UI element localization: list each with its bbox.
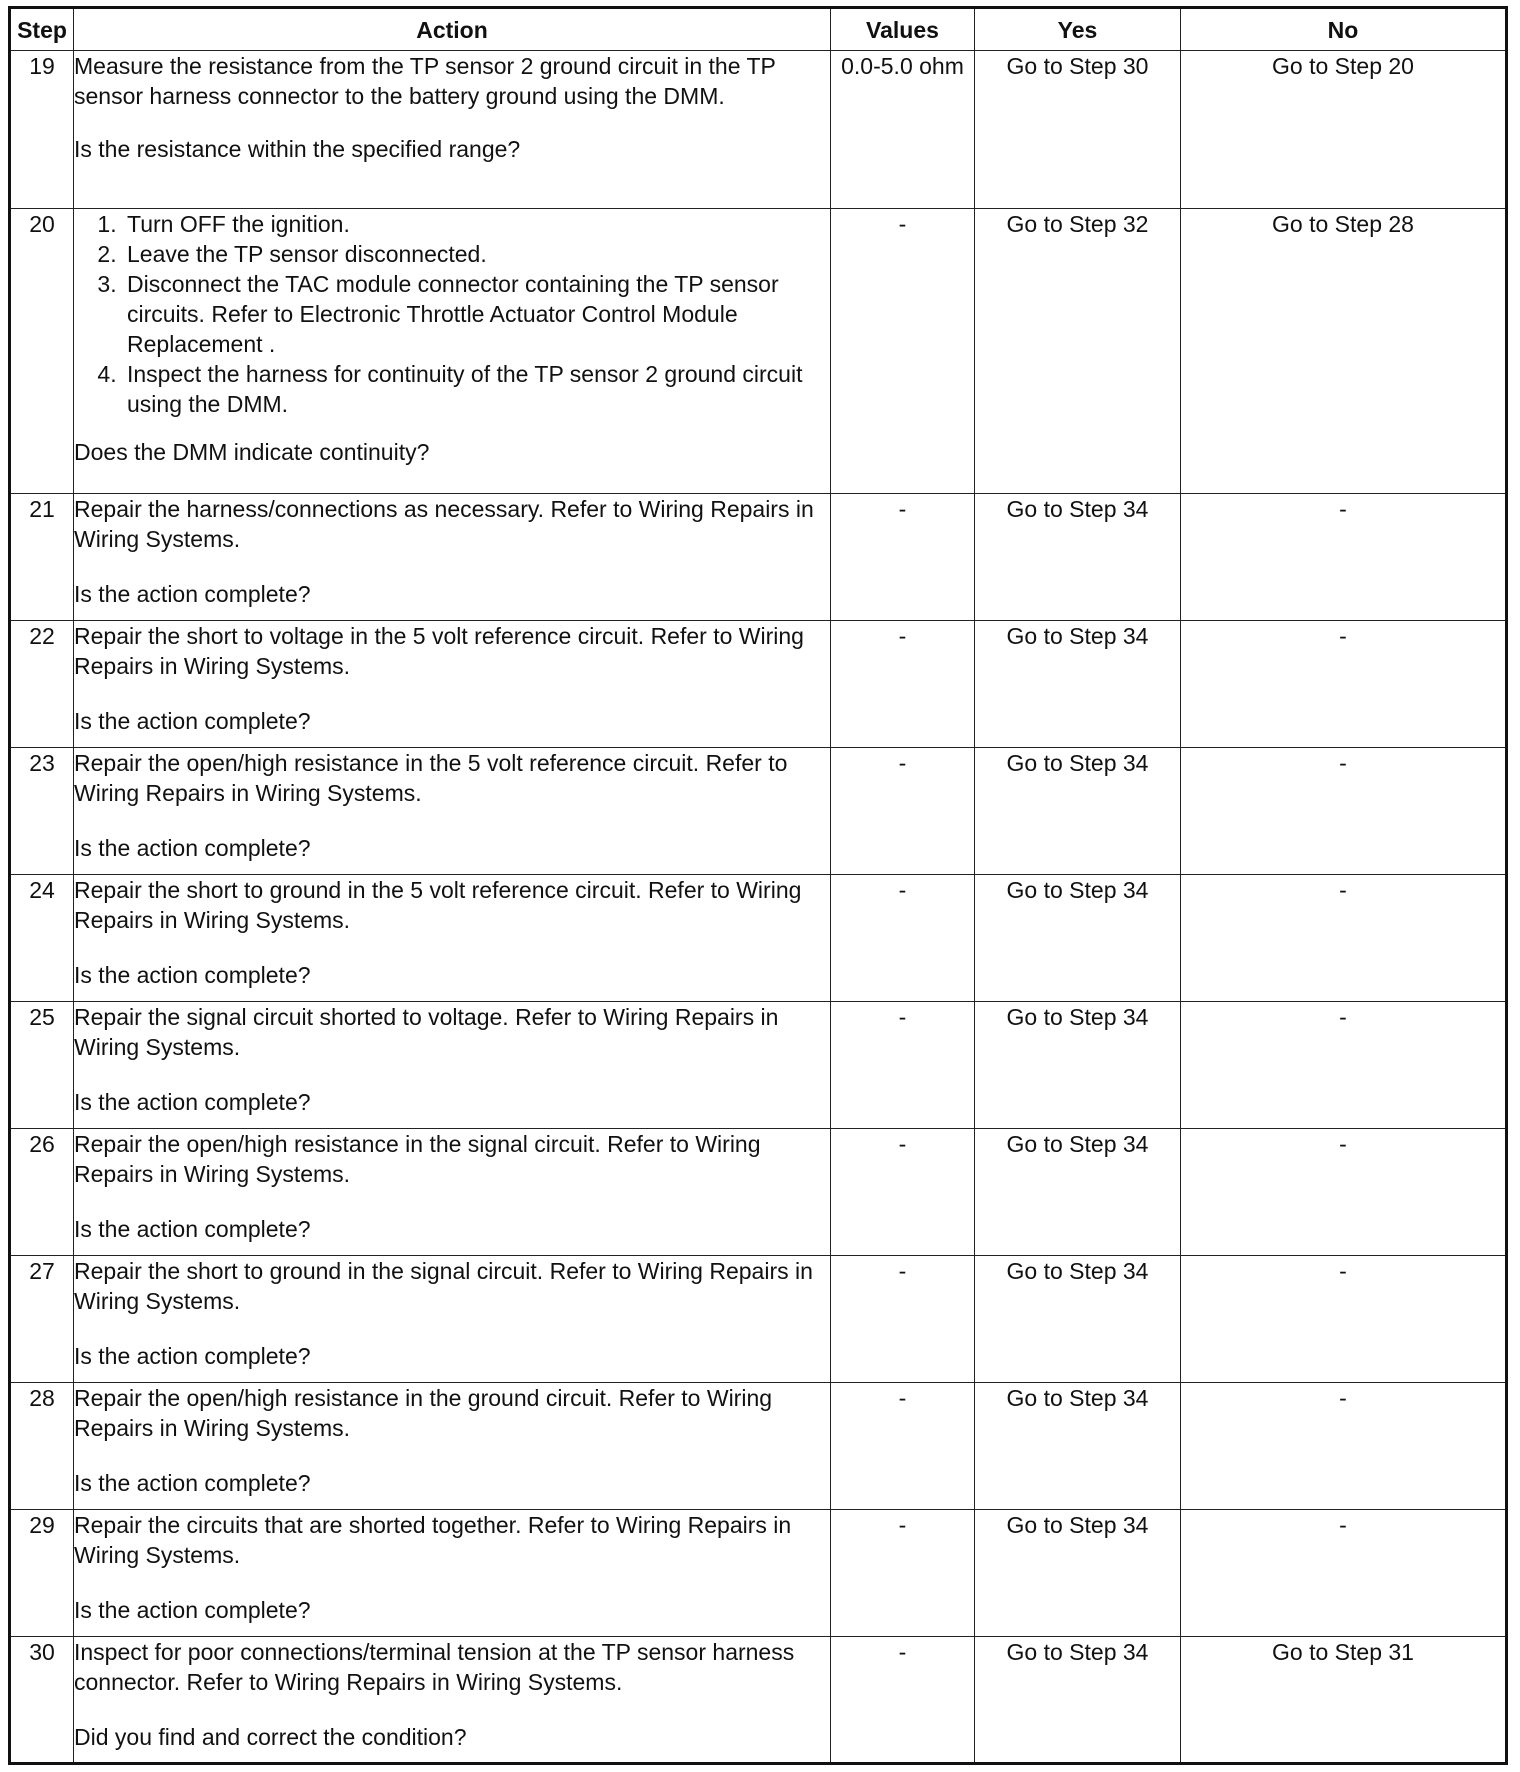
no-cell: - (1181, 621, 1507, 748)
header-step: Step (10, 8, 74, 51)
step-number: 27 (10, 1256, 74, 1383)
action-question: Does the DMM indicate continuity? (74, 439, 430, 465)
action-cell (74, 875, 831, 1002)
step-number: 22 (10, 621, 74, 748)
action-cell (74, 51, 831, 209)
table-row (10, 1256, 1507, 1383)
yes-cell: Go to Step 34 (975, 1002, 1181, 1129)
action-instruction: Repair the circuits that are shorted together. Refer to Wiring Repairs in Wiring Systems. (74, 1512, 792, 1568)
action-cell (74, 1510, 831, 1637)
value-cell: - (831, 748, 975, 875)
action-cell (74, 748, 831, 875)
action-cell (74, 621, 831, 748)
action-instruction: Repair the open/high resistance in the 5 volt reference circuit. Refer to Wiring Repairs in Wiring Systems. (74, 750, 788, 806)
action-instruction: Repair the short to ground in the signal circuit. Refer to Wiring Repairs in Wiring Systems. (74, 1258, 813, 1314)
action-cell (74, 1383, 831, 1510)
action-question: Is the action complete? (74, 1597, 311, 1623)
step-number: 20 (10, 209, 74, 494)
no-cell: Go to Step 31 (1181, 1637, 1507, 1764)
value-cell: - (831, 1510, 975, 1637)
header-row (10, 8, 1507, 51)
table-row (10, 494, 1507, 621)
yes-cell: Go to Step 34 (975, 1637, 1181, 1764)
step-number: 19 (10, 51, 74, 209)
action-instruction: Repair the open/high resistance in the ground circuit. Refer to Wiring Repairs in Wiring Systems. (74, 1385, 773, 1441)
value-cell: - (831, 875, 975, 1002)
yes-cell: Go to Step 34 (975, 748, 1181, 875)
no-cell: - (1181, 494, 1507, 621)
list-item: 3. Disconnect the TAC module connector containing the TP sensor circuits. Refer to Electronic Throttle Actuator Control Module Replacement . (123, 269, 830, 359)
yes-cell: Go to Step 34 (975, 1383, 1181, 1510)
action-list (74, 209, 830, 419)
header-yes: Yes (975, 8, 1181, 51)
list-item: 1. Turn OFF the ignition. (123, 209, 830, 239)
action-cell (74, 209, 831, 494)
action-question: Did you find and correct the condition? (74, 1724, 467, 1750)
action-cell (74, 1637, 831, 1764)
table-row (10, 1637, 1507, 1764)
value-cell: 0.0-5.0 ohm (831, 51, 975, 209)
action-instruction: Repair the open/high resistance in the signal circuit. Refer to Wiring Repairs in Wiring Systems. (74, 1131, 761, 1187)
value-cell: - (831, 1256, 975, 1383)
diagnostic-steps-table (8, 6, 1508, 1765)
yes-cell: Go to Step 32 (975, 209, 1181, 494)
action-question: Is the action complete? (74, 1089, 311, 1115)
action-cell (74, 1256, 831, 1383)
action-instruction: Inspect for poor connections/terminal tension at the TP sensor harness connector. Refer to Wiring Repairs in Wiring Systems. (74, 1639, 795, 1695)
action-cell (74, 1129, 831, 1256)
table-row (10, 1510, 1507, 1637)
table-row (10, 1383, 1507, 1510)
value-cell: - (831, 494, 975, 621)
value-cell: - (831, 1383, 975, 1510)
step-number: 24 (10, 875, 74, 1002)
value-cell: - (831, 621, 975, 748)
action-instruction: Measure the resistance from the TP sensor 2 ground circuit in the TP sensor harness connector to the battery ground using the DMM. (74, 53, 776, 109)
action-question: Is the action complete? (74, 581, 311, 607)
table-row (10, 1129, 1507, 1256)
list-item: 4. Inspect the harness for continuity of the TP sensor 2 ground circuit using the DMM. (123, 359, 830, 419)
action-instruction: Repair the harness/connections as necessary. Refer to Wiring Repairs in Wiring Systems. (74, 496, 814, 552)
no-cell: - (1181, 1256, 1507, 1383)
action-cell (74, 1002, 831, 1129)
yes-cell: Go to Step 30 (975, 51, 1181, 209)
action-instruction: Repair the short to ground in the 5 volt reference circuit. Refer to Wiring Repairs in Wiring Systems. (74, 877, 802, 933)
yes-cell: Go to Step 34 (975, 875, 1181, 1002)
value-cell: - (831, 1637, 975, 1764)
header-no: No (1181, 8, 1507, 51)
no-cell: - (1181, 748, 1507, 875)
action-instruction: Repair the signal circuit shorted to voltage. Refer to Wiring Repairs in Wiring Systems. (74, 1004, 779, 1060)
no-cell: - (1181, 1510, 1507, 1637)
yes-cell: Go to Step 34 (975, 1129, 1181, 1256)
yes-cell: Go to Step 34 (975, 1510, 1181, 1637)
step-number: 26 (10, 1129, 74, 1256)
header-action: Action (74, 8, 831, 51)
step-number: 28 (10, 1383, 74, 1510)
table-row (10, 748, 1507, 875)
step-number: 21 (10, 494, 74, 621)
value-cell: - (831, 1129, 975, 1256)
step-number: 23 (10, 748, 74, 875)
table-row (10, 51, 1507, 209)
yes-cell: Go to Step 34 (975, 494, 1181, 621)
step-number: 29 (10, 1510, 74, 1637)
no-cell: - (1181, 1383, 1507, 1510)
table-row (10, 621, 1507, 748)
step-number: 25 (10, 1002, 74, 1129)
action-question: Is the action complete? (74, 1470, 311, 1496)
action-cell (74, 494, 831, 621)
yes-cell: Go to Step 34 (975, 621, 1181, 748)
header-values: Values (831, 8, 975, 51)
no-cell: - (1181, 1129, 1507, 1256)
action-question: Is the action complete? (74, 835, 311, 861)
table-row (10, 1002, 1507, 1129)
action-question: Is the resistance within the specified range? (74, 136, 521, 162)
action-question: Is the action complete? (74, 962, 311, 988)
action-question: Is the action complete? (74, 1343, 311, 1369)
value-cell: - (831, 209, 975, 494)
action-question: Is the action complete? (74, 1216, 311, 1242)
step-number: 30 (10, 1637, 74, 1764)
no-cell: Go to Step 28 (1181, 209, 1507, 494)
no-cell: Go to Step 20 (1181, 51, 1507, 209)
table-row (10, 875, 1507, 1002)
no-cell: - (1181, 1002, 1507, 1129)
list-item: 2. Leave the TP sensor disconnected. (123, 239, 830, 269)
table-row (10, 209, 1507, 494)
yes-cell: Go to Step 34 (975, 1256, 1181, 1383)
action-question: Is the action complete? (74, 708, 311, 734)
value-cell: - (831, 1002, 975, 1129)
action-instruction: Repair the short to voltage in the 5 volt reference circuit. Refer to Wiring Repairs in Wiring Systems. (74, 623, 804, 679)
no-cell: - (1181, 875, 1507, 1002)
